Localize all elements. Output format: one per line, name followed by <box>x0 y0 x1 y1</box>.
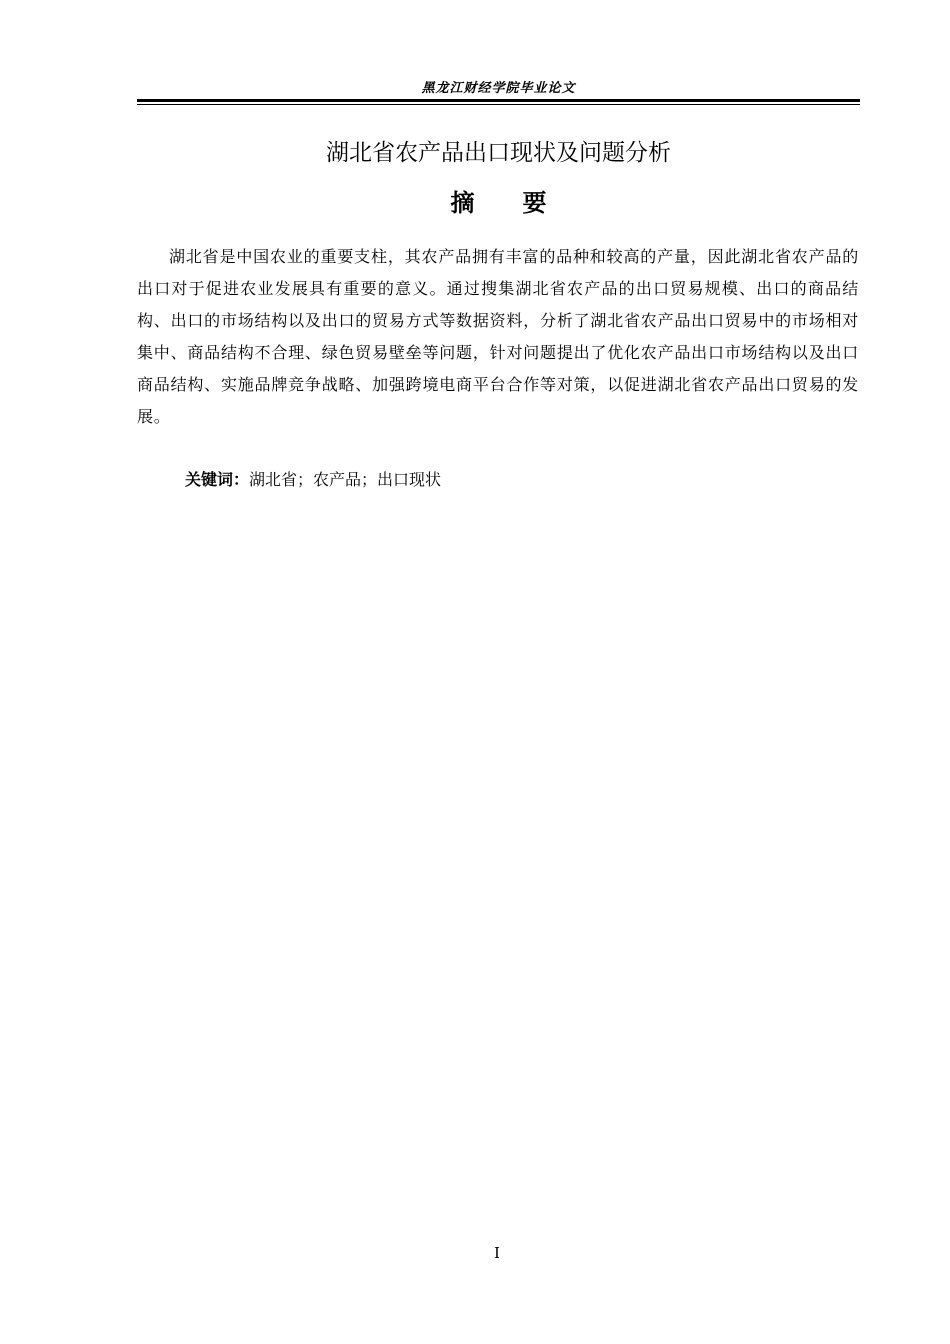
header-rule-thin <box>137 104 860 105</box>
running-header: 黑龙江财经学院毕业论文 <box>421 81 576 96</box>
thesis-title: 湖北省农产品出口现状及问题分析 <box>326 140 671 166</box>
header-rule-thick <box>137 99 860 102</box>
abstract-heading-char-2: 要 <box>522 189 547 217</box>
keywords-line <box>185 465 845 495</box>
abstract-body: 湖北省是中国农业的重要支柱，其农产品拥有丰富的品种和较高的产量，因此湖北省农产品的出口对于促进农业发展具有重要的意义。通过搜集湖北省农产品的出口贸易规模、出口的商品结构、出口的市场结构以及出口的贸易方式等数据资料，分析了湖北省农产品出口贸易中的市场相对集中、商品结构不合理、绿色贸易壁垒等问题，针对问题提出了优化农产品出口市场结构以及出口商品结构、实施品牌竞争战略、加强跨境电商平台合作等对策，以促进湖北省农产品出口贸易的发展。 <box>137 247 859 426</box>
page-number: I <box>494 1244 500 1262</box>
abstract-heading-char-1: 摘 <box>450 189 475 217</box>
abstract-heading <box>137 185 860 221</box>
keywords-label: 关键词： <box>185 470 250 489</box>
keywords-value: 湖北省；农产品；出口现状 <box>249 470 442 489</box>
